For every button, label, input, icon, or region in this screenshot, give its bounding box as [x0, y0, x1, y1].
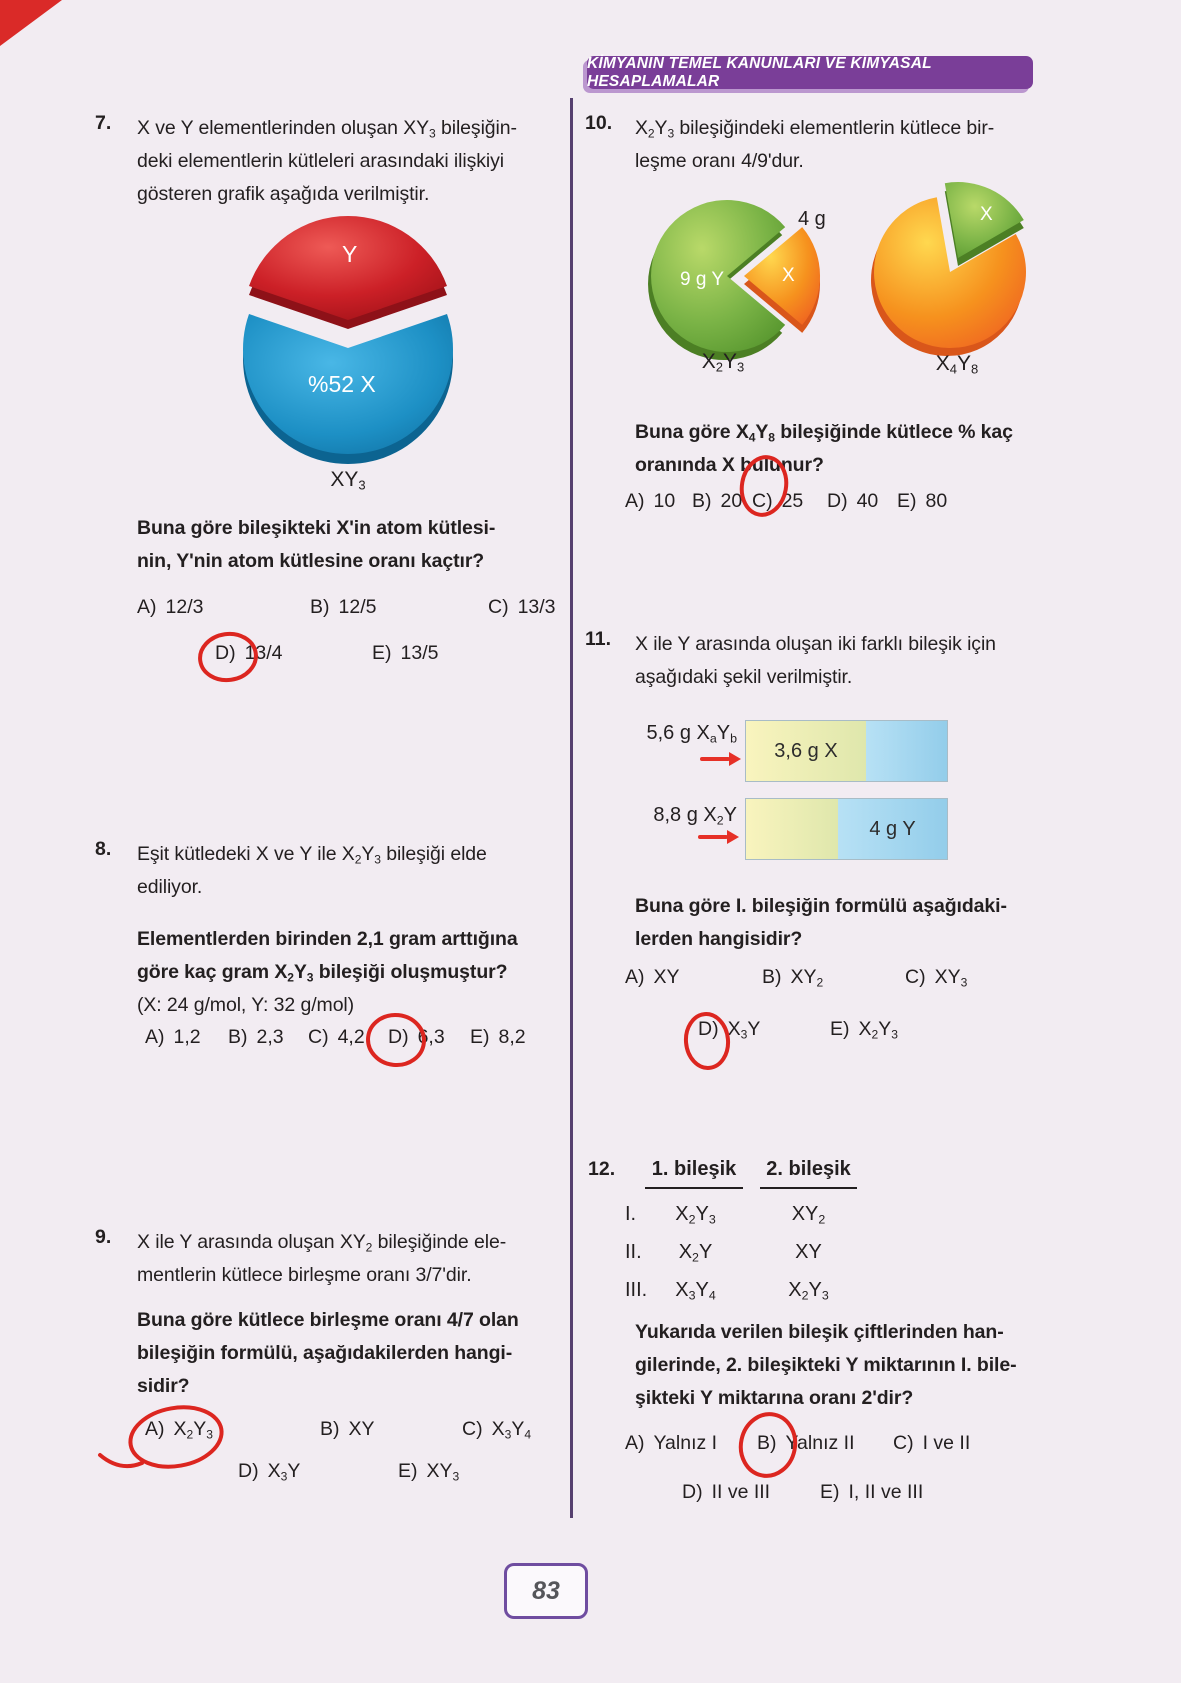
corner-accent-triangle — [0, 0, 62, 46]
question-9-intro: X ile Y arasında oluşan $XY_2$ bileşiğinde ele- mentlerin kütlece birleşme oranı 3/7'dir. — [137, 1231, 507, 1286]
option-q11-a: A) XY — [625, 966, 680, 988]
bar1-arrow-icon — [700, 757, 730, 761]
table-row2-c2: XY — [795, 1241, 822, 1263]
question-7-number: 7. — [95, 112, 112, 134]
table-row1-c1: $X_2Y_3$ — [675, 1203, 716, 1227]
table-header-compound2: 2. bileşik — [760, 1158, 857, 1189]
question-10-stem: Buna göre $X_4Y_8$ bileşiğinde kütlece % kaç oranında X bulunur? — [635, 421, 1013, 476]
pie-slice-x — [243, 314, 453, 464]
question-11-stem: Buna göre I. bileşiğin formülü aşağıdaki- lerden hangisidir? — [635, 895, 1007, 950]
question-10-number: 10. — [585, 112, 613, 134]
option-q11-e: E) $X_2Y_3$ — [830, 1018, 898, 1042]
bar2-x-segment — [746, 799, 838, 859]
question-10-intro: $X_2Y_3$ bileşiğindeki elementlerin kütlece bir- leşme oranı 4/9'dur. — [635, 117, 995, 172]
table-row1-c2: $XY_2$ — [791, 1203, 826, 1227]
question-12-number: 12. — [588, 1158, 616, 1180]
question-12-stem: Yukarıda verilen bileşik çiftlerinden han- gilerinde, 2. bileşikteki Y miktarının I. bile- şikteki Y miktarına oranı 2'dir? — [635, 1321, 1017, 1409]
bar2-y-segment: 4 g Y — [838, 799, 947, 859]
pie-q7-caption: $XY_3$ — [330, 468, 366, 493]
option-q11-c: C) $XY_3$ — [905, 966, 968, 990]
option-q10-c: C) 25 — [752, 490, 804, 512]
pie-slice-y — [249, 216, 447, 329]
bar-diagram-1 — [745, 720, 948, 782]
bar1-y-segment — [866, 721, 947, 781]
option-q7-e: E) 13/5 — [372, 642, 439, 664]
pie-q10a-label-x: X — [782, 265, 795, 286]
table-row3-c2: $X_2Y_3$ — [788, 1279, 829, 1303]
column-divider — [570, 98, 573, 1518]
question-9-number: 9. — [95, 1226, 112, 1248]
option-q7-b: B) 12/5 — [310, 596, 377, 618]
table-row3-c1: $X_3Y_4$ — [675, 1279, 716, 1303]
question-8-note: (X: 24 g/mol, Y: 32 g/mol) — [137, 994, 355, 1016]
option-q12-a: A) Yalnız I — [625, 1432, 718, 1454]
question-8-intro: Eşit kütledeki X ve Y ile $X_2Y_3$ bileşiği elde ediliyor. — [137, 843, 487, 898]
pie-chart-q7 — [221, 200, 475, 485]
table-header-compound1: 1. bileşik — [645, 1158, 743, 1189]
table-row2-numeral: II. — [625, 1241, 642, 1263]
option-q7-c: C) 13/3 — [488, 596, 556, 618]
option-q9-e: E) $XY_3$ — [398, 1460, 460, 1484]
bar1-x-segment: 3,6 g X — [746, 721, 866, 781]
page-number-badge — [504, 1563, 588, 1619]
option-q7-d: D) 13/4 — [215, 642, 283, 664]
option-q9-a: A) $X_2Y_3$ — [145, 1418, 213, 1442]
option-q11-b: B) $XY_2$ — [762, 966, 824, 990]
bar-diagram-2 — [745, 798, 948, 860]
red-pen-tail-q9 — [100, 1455, 142, 1466]
option-q12-e: E) I, II ve III — [820, 1481, 924, 1503]
pie-q10a-callout: 4 g — [798, 208, 826, 230]
option-q10-d: D) 40 — [827, 490, 879, 512]
table-row3-numeral: III. — [625, 1279, 648, 1301]
option-q8-d: D) 6,3 — [388, 1026, 445, 1048]
option-q9-d: D) $X_3Y$ — [238, 1460, 301, 1484]
bar2-label: 8,8 g $X_2Y$ — [653, 804, 737, 828]
option-q9-b: B) XY — [320, 1418, 375, 1440]
option-q11-d: D) $X_3Y$ — [698, 1018, 761, 1042]
option-q8-a: A) 1,2 — [145, 1026, 201, 1048]
pie-q10b-label-x: X — [980, 204, 993, 225]
pie-q10a-caption: $X_2Y_3$ — [701, 350, 745, 375]
option-q12-b: B) Yalnız II — [757, 1432, 855, 1454]
option-q8-c: C) 4,2 — [308, 1026, 365, 1048]
option-q12-d: D) II ve III — [682, 1481, 771, 1503]
chapter-banner-title: KİMYANIN TEMEL KANUNLARI VE KİMYASAL HESAPLAMALAR — [587, 54, 932, 90]
pie-q7-label-x: %52 X — [308, 371, 376, 397]
question-9-stem: Buna göre kütlece birleşme oranı 4/7 olan bileşiğin formülü, aşağıdakilerden hangi- sidir? — [137, 1309, 519, 1397]
question-8-stem: Elementlerden birinden 2,1 gram arttığına göre kaç gram $X_2Y_3$ bileşiği oluşmuştur? — [137, 928, 518, 985]
question-11-number: 11. — [585, 628, 612, 650]
option-q10-b: B) 20 — [692, 490, 743, 512]
question-7-stem: Buna göre bileşikteki X'in atom kütlesi- nin, Y'nin atom kütlesine oranı kaçtır? — [137, 517, 496, 572]
chapter-banner — [587, 56, 1033, 89]
question-7-intro: X ve Y elementlerinden oluşan $XY_3$ bileşiğin- deki elementlerin kütleleri arasındaki ilişkiyi gösteren grafik aşağıda verilmiştir. — [137, 117, 517, 205]
pie-q10b-caption: $X_4Y_8$ — [935, 352, 979, 377]
option-q9-c: C) $X_3Y_4$ — [462, 1418, 532, 1442]
question-8-number: 8. — [95, 838, 112, 860]
bar2-arrow-icon — [698, 835, 728, 839]
page-number: 83 — [532, 1576, 560, 1605]
bar1-label: 5,6 g $X_aY_b$ — [646, 722, 737, 746]
option-q8-b: B) 2,3 — [228, 1026, 284, 1048]
pie-q10a-label-y: 9 g Y — [680, 269, 725, 290]
option-q12-c: C) I ve II — [893, 1432, 971, 1454]
option-q7-a: A) 12/3 — [137, 596, 204, 618]
pie-q7-label-y: Y — [342, 241, 358, 267]
option-q10-a: A) 10 — [625, 490, 676, 512]
option-q8-e: E) 8,2 — [470, 1026, 526, 1048]
question-11-intro: X ile Y arasında oluşan iki farklı bileşik için aşağıdaki şekil verilmiştir. — [635, 633, 996, 688]
table-row2-c1: $X_2Y$ — [678, 1241, 713, 1265]
table-row1-numeral: I. — [625, 1203, 637, 1225]
option-q10-e: E) 80 — [897, 490, 948, 512]
pie-chart-q10-x4y8 — [864, 174, 1048, 358]
